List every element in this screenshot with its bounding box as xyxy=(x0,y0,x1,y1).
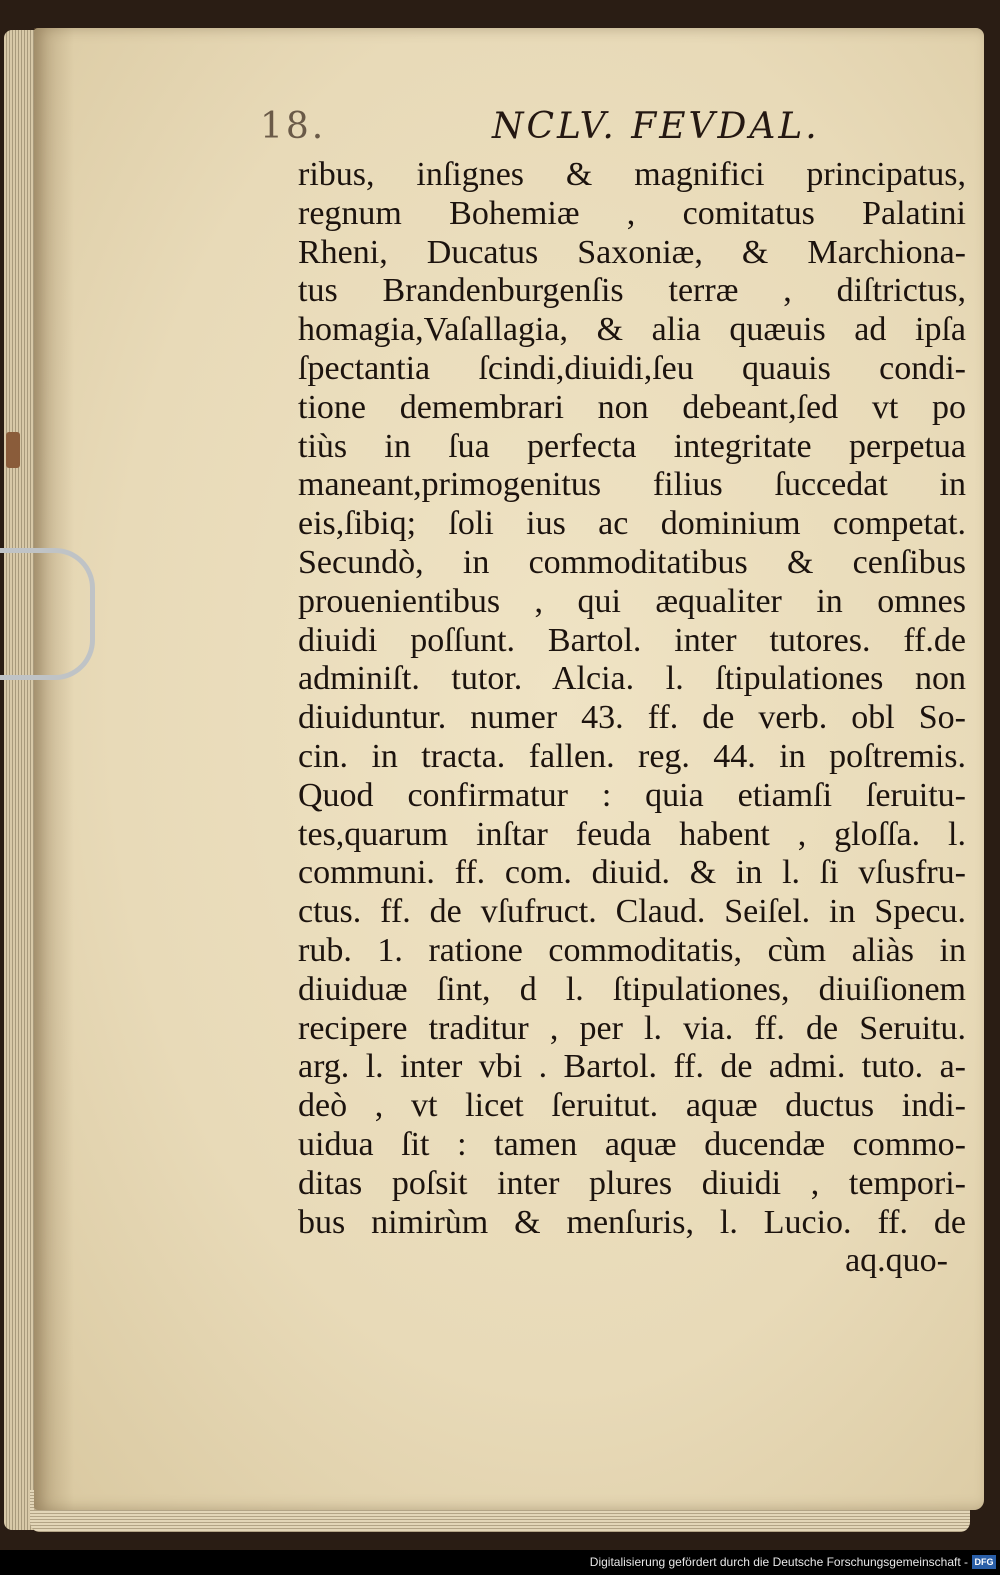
text-line: prouenientibus , qui æqualiter in omnes xyxy=(298,582,966,620)
text-line: maneant,primogenitus filius ſuccedat in xyxy=(298,466,966,504)
text-line: diuiduntur. numer 43. ff. de verb. obl So- xyxy=(298,699,966,737)
text-line: Rheni, Ducatus Saxoniæ, & Marchiona- xyxy=(298,233,966,271)
text-line: communi. ff. com. diuid. & in l. ſi vſusfru- xyxy=(298,854,966,892)
text-line: regnum Bohemiæ , comitatus Palatini xyxy=(298,194,966,232)
body-text xyxy=(298,156,966,1376)
text-line: recipere traditur , per l. via. ff. de Seruitu. xyxy=(298,1009,966,1047)
text-line: tes,quarum inſtar feuda habent , gloſſa. l. xyxy=(298,815,966,853)
footer-credit: Digitalisierung gefördert durch die Deutsche Forschungsgemeinschaft - xyxy=(589,1555,968,1569)
paper-stain xyxy=(6,432,20,468)
catchword: aq.quo- xyxy=(845,1242,948,1280)
text-line: eis,ſibiq; ſoli ius ac dominium competat. xyxy=(298,505,966,543)
text-line: ditas poſsit inter plures diuidi , tempori- xyxy=(298,1164,966,1202)
text-line: Quod confirmatur : quia etiamſi ſeruitu- xyxy=(298,776,966,814)
page-number: 18. xyxy=(260,106,327,147)
text-line: tus Brandenburgenſis terræ , diſtrictus, xyxy=(298,272,966,310)
dfg-logo: DFG xyxy=(972,1555,996,1569)
text-line: diuidi poſſunt. Bartol. inter tutores. ff.de xyxy=(298,621,966,659)
text-line: diuiduæ ſint, d l. ſtipulationes, diuiſionem xyxy=(298,970,966,1008)
left-page-edges xyxy=(4,30,38,1530)
text-line: uidua ſit : tamen aquæ ducendæ commo- xyxy=(298,1125,966,1163)
text-line: ctus. ff. de vſufruct. Claud. Seiſel. in Specu. xyxy=(298,893,966,931)
text-line: homagia,Vaſallagia, & alia quæuis ad ipſa xyxy=(298,311,966,349)
text-line: ſpectantia ſcindi,diuidi,ſeu quauis condi- xyxy=(298,349,966,387)
text-line: adminiſt. tutor. Alcia. l. ſtipulationes non xyxy=(298,660,966,698)
page-clip xyxy=(0,548,95,680)
text-line: ribus, inſignes & magnifici principatus, xyxy=(298,156,966,193)
running-head: NCLV. FEVDAL. xyxy=(492,106,820,147)
text-line: tione demembrari non debeant,ſed vt po xyxy=(298,388,966,426)
text-line: arg. l. inter vbi . Bartol. ff. de admi. tuto. a- xyxy=(298,1048,966,1086)
text-line: bus nimirùm & menſuris, l. Lucio. ff. de xyxy=(298,1203,966,1241)
text-line: tiùs in ſua perfecta integritate perpetua xyxy=(298,427,966,465)
page-header xyxy=(260,106,840,150)
text-line: deò , vt licet ſeruitut. aquæ ductus indi- xyxy=(298,1087,966,1125)
gutter-shadow xyxy=(34,28,74,1510)
text-line: Secundò, in commoditatibus & cenſibus xyxy=(298,543,966,581)
text-line: cin. in tracta. fallen. reg. 44. in poſtremis. xyxy=(298,737,966,775)
text-line: rub. 1. ratione commoditatis, cùm aliàs in xyxy=(298,931,966,969)
footer-bar xyxy=(0,1550,1000,1575)
